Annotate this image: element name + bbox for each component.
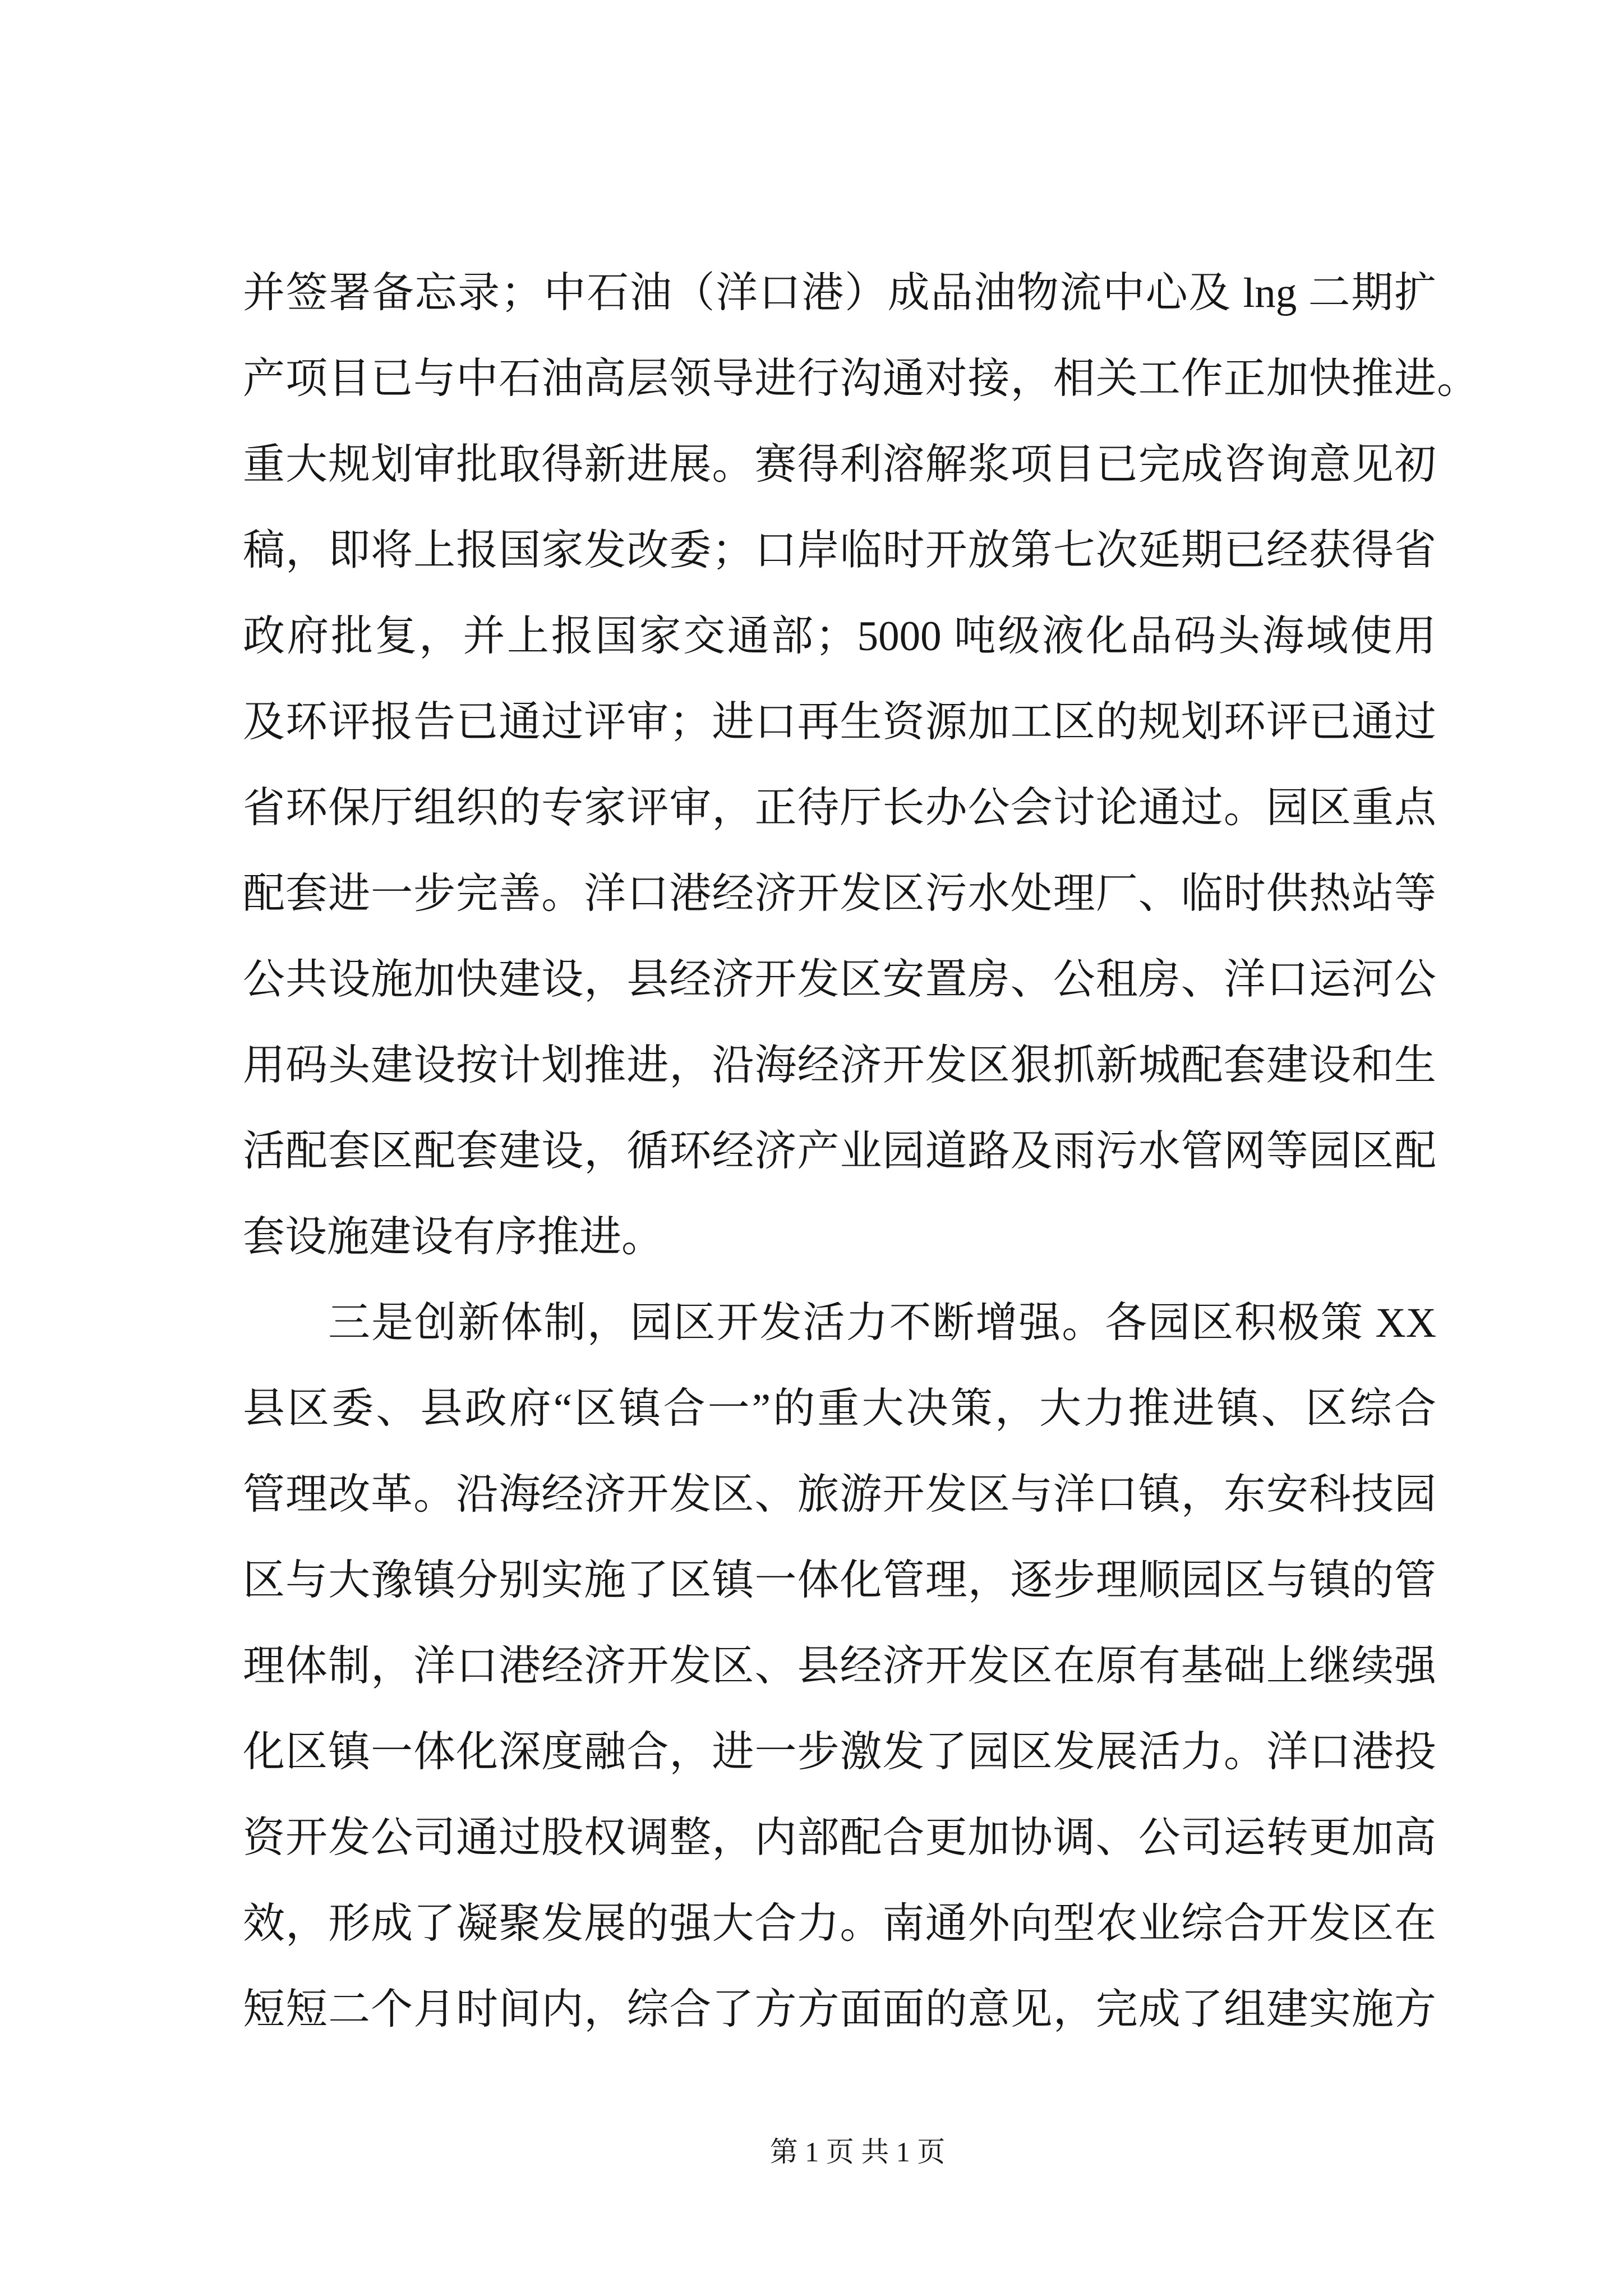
text-line: 稿，即将上报国家发改委；口岸临时开放第七次延期已经获得省 [243,527,1436,574]
text-line: 用码头建设按计划推进，沿海经济开发区狠抓新城配套建设和生 [243,1042,1436,1089]
text-line: 政府批复，并上报国家交通部；5000 吨级液化品码头海域使用 [243,613,1436,660]
text-line: 产项目已与中石油高层领导进行沟通对接，相关工作正加快推进。 [243,356,1479,402]
text-line: 三是创新体制，园区开发活力不断增强。各园区积极策 XX [328,1300,1436,1346]
text-line: 化区镇一体化深度融合，进一步激发了园区发展活力。洋口港投 [243,1729,1436,1775]
text-line: 短短二个月时间内，综合了方方面面的意见，完成了组建实施方 [243,1986,1436,2033]
text-line: 管理改革。沿海经济开发区、旅游开发区与洋口镇，东安科技园 [243,1471,1436,1518]
text-line: 配套进一步完善。洋口港经济开发区污水处理厂、临时供热站等 [243,871,1436,917]
text-line: 省环保厅组织的专家评审，正待厅长办公会讨论通过。园区重点 [243,785,1436,831]
text-line: 效，形成了凝聚发展的强大合力。南通外向型农业综合开发区在 [243,1901,1436,1947]
text-line: 套设施建设有序推进。 [243,1214,664,1260]
text-line: 活配套区配套建设，循环经济产业园道路及雨污水管网等园区配 [243,1128,1436,1175]
text-line: 重大规划审批取得新进展。赛得利溶解浆项目已完成咨询意见初 [243,441,1436,488]
text-line: 公共设施加快建设，县经济开发区安置房、公租房、洋口运河公 [243,956,1436,1003]
text-line: 区与大豫镇分别实施了区镇一体化管理，逐步理顺园区与镇的管 [243,1557,1436,1604]
text-line: 资开发公司通过股权调整，内部配合更加协调、公司运转更加高 [243,1815,1436,1861]
text-line: 及环评报告已通过评审；进口再生资源加工区的规划环评已通过 [243,699,1436,746]
text-line: 并签署备忘录；中石油（洋口港）成品油物流中心及 lng 二期扩 [243,270,1436,316]
page-footer: 第 1 页 共 1 页 [769,2136,946,2168]
paragraph [243,1280,1479,2053]
paragraph [243,250,1479,1280]
text-line: 理体制，洋口港经济开发区、县经济开发区在原有基础上继续强 [243,1643,1436,1690]
body-text [243,250,1479,2053]
text-line: 县区委、县政府“区镇合一”的重大决策，大力推进镇、区综合 [243,1386,1436,1432]
